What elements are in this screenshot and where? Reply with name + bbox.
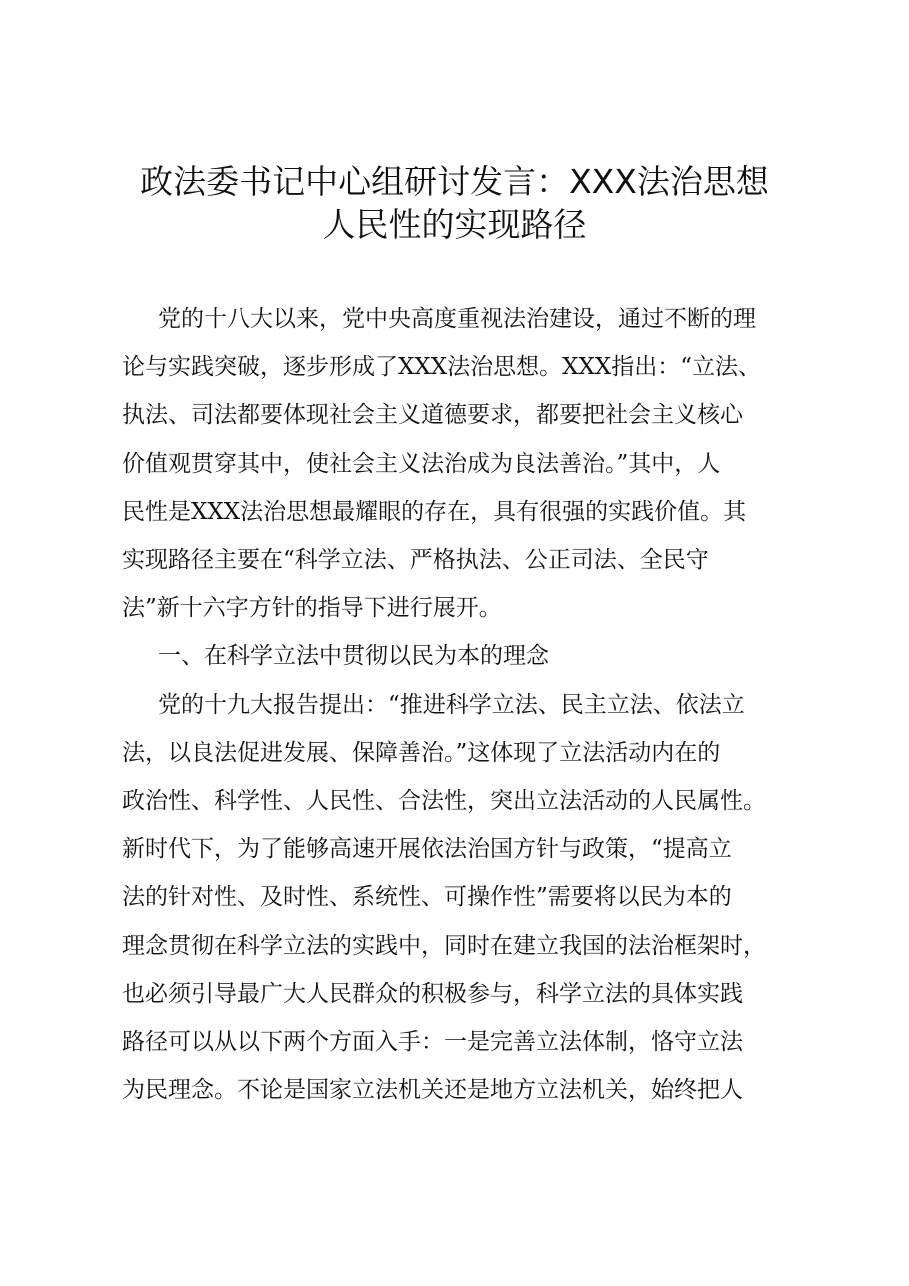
title-line-2: 人民性的实现路径	[322, 205, 587, 244]
paragraph-line: 执法、司法都要体现社会主义道德要求，都要把社会主义核心	[122, 402, 743, 429]
paragraph-line: 新时代下，为了能够高速开展依法治国方针与政策，“提高立	[122, 836, 732, 863]
section-heading-1	[122, 632, 802, 680]
paragraph-line: 法”新十六字方针的指导下进行展开。	[122, 595, 502, 622]
document-body	[122, 295, 802, 1114]
paragraph-line: 也必须引导最广大人民群众的积极参与，科学立法的具体实践	[122, 980, 743, 1007]
paragraph-line: 政治性、科学性、人民性、合法性，突出立法活动的人民属性。	[122, 788, 766, 815]
paragraph-line: 法，以良法促进发展、保障善治。”这体现了立法活动内在的	[122, 739, 721, 766]
title-line-1: 政法委书记中心组研讨发言：XXX法治思想	[140, 162, 769, 201]
section-heading-text: 一、在科学立法中贯彻以民为本的理念	[158, 643, 549, 670]
paragraph-1	[122, 295, 802, 632]
paragraph-line: 论与实践突破，逐步形成了XXX法治思想。XXX指出：“立法、	[122, 354, 762, 381]
paragraph-line: 党的十九大报告提出：“推进科学立法、民主立法、依法立	[158, 691, 745, 718]
paragraph-line: 法的针对性、及时性、系统性、可操作性”需要将以民为本的	[122, 884, 732, 911]
paragraph-line: 民性是XXX法治思想最耀眼的存在，具有很强的实践价值。其	[122, 498, 747, 525]
paragraph-line: 价值观贯穿其中，使社会主义法治成为良法善治。”其中，人	[122, 450, 721, 477]
paragraph-line: 路径可以从以下两个方面入手：一是完善立法体制，恪守立法	[122, 1029, 743, 1056]
document-title	[0, 160, 909, 246]
paragraph-2	[122, 681, 802, 1115]
paragraph-line: 实现路径主要在“科学立法、严格执法、公正司法、全民守	[122, 547, 709, 574]
paragraph-line: 理念贯彻在科学立法的实践中，同时在建立我国的法治框架时，	[122, 932, 766, 959]
paragraph-line: 党的十八大以来，党中央高度重视法治建设，通过不断的理	[158, 306, 756, 332]
paragraph-line: 为民理念。不论是国家立法机关还是地方立法机关，始终把人	[122, 1077, 743, 1104]
